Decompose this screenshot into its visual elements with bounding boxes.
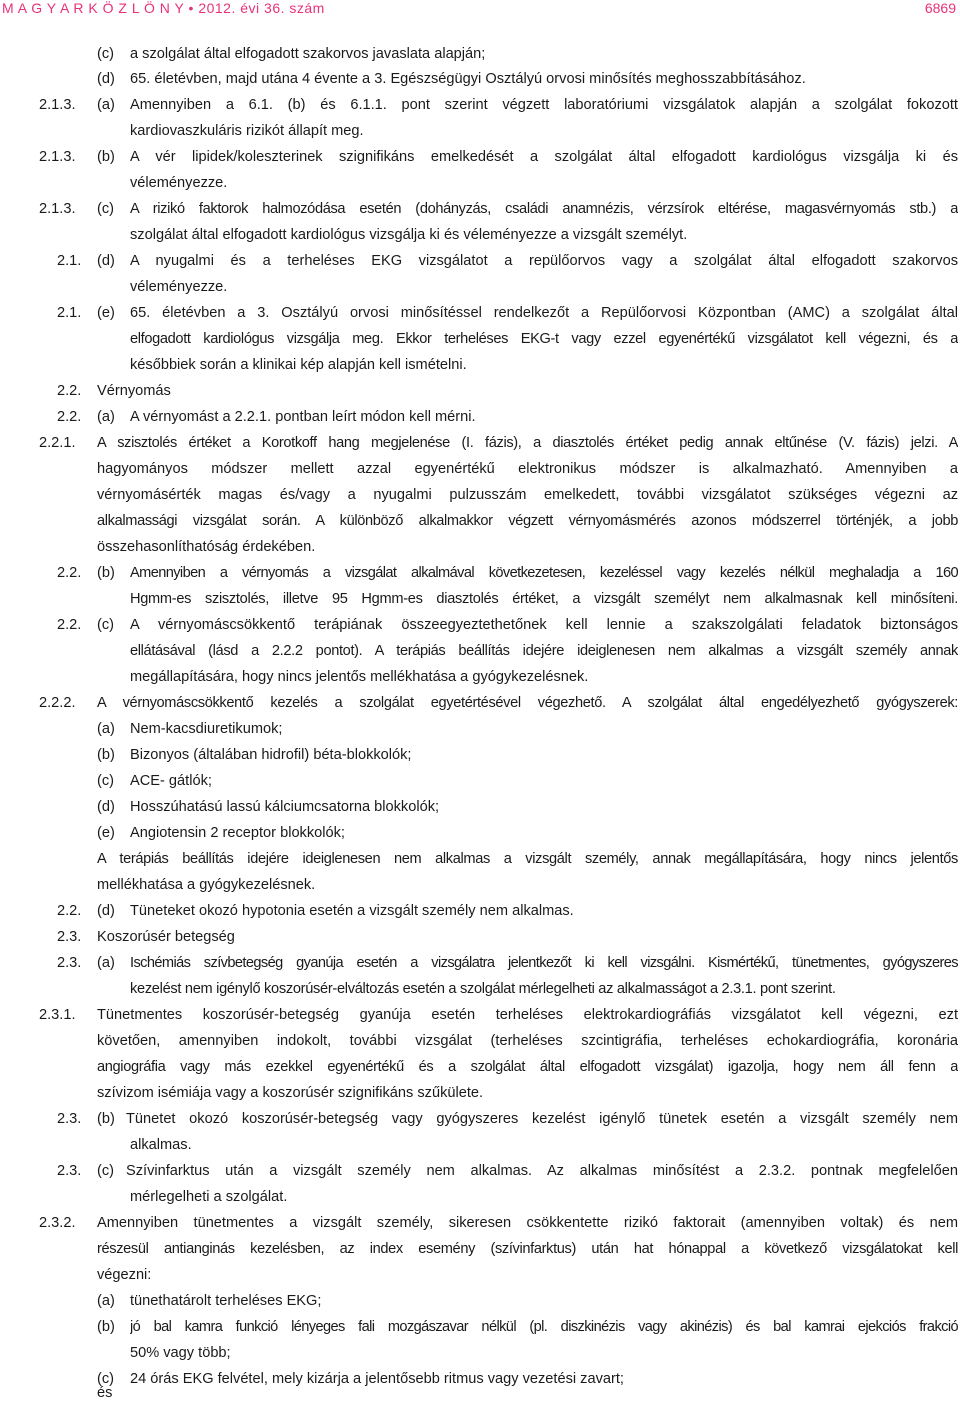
item-label: (c) (97, 201, 115, 217)
text-line: hagyományos módszer mellett azzal egyenértékű elektronikus módszer is alkalmazható. Amennyiben a (97, 461, 958, 477)
item-label: (b) (97, 1111, 115, 1127)
item-label: (d) (97, 253, 115, 269)
item-label: (d) (97, 903, 115, 919)
text-line: Szívinfarktus után a vizsgált személy nem alkalmas. Az alkalmas minősítést a 2.3.2. pontnak megfelelően (126, 1163, 958, 1179)
text-line: a szolgálat által elfogadott szakorvos javaslata alapján; (130, 46, 486, 62)
item-label: (b) (97, 565, 115, 581)
item-label: (a) (97, 409, 115, 425)
text-line: kezelést nem igénylő koszorúsér-elváltozás esetén a szolgálat mérlegelheti az alkalmasságot a 2.3.1. pont szerint. (130, 981, 836, 997)
text-line: A szisztolés értéket a Korotkoff hang megjelenése (I. fázis), a diasztolés értéket pedig annak eltűnése (V. fázis) jelzi. A (97, 435, 958, 451)
item-label: (b) (97, 747, 115, 763)
section-number: 2.3. (57, 955, 82, 971)
item-label: (b) (97, 1319, 115, 1335)
item-label: (c) (97, 46, 115, 62)
text-line: Tünetmentes koszorúsér-betegség gyanúja esetén terheléses elektrokardiográfiás vizsgálatot kell végezni, ezt (97, 1007, 958, 1023)
section-heading: Koszorúsér betegség (97, 929, 235, 945)
text-line: megállapítására, hogy nincs jelentős mellékhatása a gyógykezelésnek. (130, 669, 589, 685)
item-label: (c) (97, 617, 115, 633)
text-line: angiográfia vagy más ezekkel egyenértékű és a szolgálat által elfogadott vizsgálat) igazolja, hogy nem áll fenn a (97, 1059, 958, 1075)
list-item: ACE- gátlók; (130, 773, 212, 789)
item-label: (c) (97, 773, 115, 789)
text-line: szívizom isémiája vagy a koszorúsér szignifikáns szűkülete. (97, 1085, 484, 1101)
section-number: 2.3.2. (39, 1215, 76, 1231)
section-number: 2.1. (57, 305, 82, 321)
text-line: véleményezze. (130, 175, 228, 191)
list-item: Hosszúhatású lassú kálciumcsatorna blokkolók; (130, 799, 440, 815)
list-item: Nem-kacsdiuretikumok; (130, 721, 283, 737)
text-line: mellékhatása a gyógykezelésnek. (97, 877, 316, 893)
item-label: (a) (97, 97, 115, 113)
text-line: mérlegelheti a szolgálat. (130, 1189, 288, 1205)
section-number: 2.2.2. (39, 695, 76, 711)
item-label: (e) (97, 825, 115, 841)
text-line: alkalmas. (130, 1137, 192, 1153)
item-label: (b) (97, 149, 115, 165)
text-line: Ischémiás szívbetegség gyanúja esetén a vizsgálatra jelentkezőt ki kell vizsgálni. Kismértékű, tünetmentes, gyógyszeres (130, 955, 958, 971)
section-number: 2.1. (57, 253, 82, 269)
section-number: 2.3.1. (39, 1007, 76, 1023)
section-number: 2.1.3. (39, 97, 76, 113)
list-item: tünethatárolt terheléses EKG; (130, 1293, 322, 1309)
text-line: alkalmassági vizsgálat során. A különböző alkalmakkor végzett vérnyomásmérés azonos módszerrel történjék, a jobb (97, 513, 958, 529)
text-line: véleményezze. (130, 279, 228, 295)
item-label: (a) (97, 955, 115, 971)
item-label: (c) (97, 1163, 115, 1179)
text-line: 65. életévben a 3. Osztályú orvosi minősítéssel rendelkezőt a Repülőorvosi Központban (AMC) a szolgálat által (130, 305, 958, 321)
text-line: A nyugalmi és a terheléses EKG vizsgálatot a repülőorvos vagy a szolgálat által elfogadott szakorvos (130, 253, 958, 269)
item-label: (c) (97, 1371, 115, 1387)
item-label: (a) (97, 721, 115, 737)
section-number: 2.2.1. (39, 435, 76, 451)
text-line: Amennyiben tünetmentes a vizsgált személy, sikeresen csökkentette rizikó faktorait (amennyiben voltak) és nem (97, 1215, 958, 1231)
text-line: későbbiek során a klinikai kép alapján kell ismételni. (130, 357, 467, 373)
text-line: 65. életévben, majd utána 4 évente a 3. Egészségügyi Osztályú orvosi minősítés meghosszabbításához. (130, 71, 806, 87)
text-line: Tünetet okozó koszorúsér-betegség vagy gyógyszeres kezelést igénylő tünetek esetén a vizsgált személy nem (126, 1111, 958, 1127)
text-line: szolgálat által elfogadott kardiológus vizsgálja ki és véleményezze a vizsgált személyt. (130, 227, 688, 243)
section-number: 2.2. (57, 617, 82, 633)
text-line: vérnyomásérték magas és/vagy a nyugalmi pulzusszám emelkedett, további vizsgálatot szükséges végezni az (97, 487, 958, 503)
list-item: Angiotensin 2 receptor blokkolók; (130, 825, 345, 841)
item-label: (d) (97, 71, 115, 87)
list-item: 50% vagy több; (130, 1345, 231, 1361)
text-line: végezni: (97, 1267, 152, 1283)
text-line: ellátásával (lásd a 2.2.2 pontot). A terápiás beállítás idejére ideiglenesen nem alkalmas a vizsgált személy annak (130, 643, 958, 659)
text-line: A terápiás beállítás idejére ideiglenesen nem alkalmas a vizsgált személy, annak megállapítására, hogy nincs jelentős (97, 851, 958, 867)
list-item: jó bal kamra funkció lényeges fali mozgászavar nélkül (pl. diszkinézis vagy akinézis) és bal kamrai ejekciós frakció (130, 1319, 958, 1335)
item-label: (a) (97, 1293, 115, 1309)
text-line: A vérnyomáscsökkentő terápiának összeegyeztethetőnek kell lennie a szakszolgálati feladatok biztonságos (130, 617, 958, 633)
section-number: 2.2. (57, 565, 82, 581)
page-number: 6869 (924, 0, 956, 16)
section-number: 2.3. (57, 1111, 82, 1127)
text-line: összehasonlíthatóság érdekében. (97, 539, 316, 555)
section-number: 2.1.3. (39, 149, 76, 165)
page-header (0, 0, 960, 22)
list-item: Bizonyos (általában hidrofil) béta-blokkolók; (130, 747, 412, 763)
text-line: Amennyiben a vérnyomás a vizsgálat alkalmával következetesen, kezeléssel vagy kezelés nélkül meghaladja a 160 (130, 565, 958, 581)
text-line: A vér lipidek/koleszterinek szignifikáns emelkedését a szolgálat által elfogadott kardiológus vizsgálja ki és (130, 149, 958, 165)
section-number: 2.2. (57, 409, 82, 425)
text-line: részesül antianginás kezelésben, az index esemény (szívinfarktus) után hat hónappal a következő vizsgálatokat kell (97, 1241, 958, 1257)
text-line: Tüneteket okozó hypotonia esetén a vizsgált személy nem alkalmas. (130, 903, 574, 919)
section-number: 2.2. (57, 903, 82, 919)
text-line: Hgmm-es szisztolés, illetve 95 Hgmm-es diasztolés értéket, a vizsgált személyt nem alkalmasnak kell minősíteni. (130, 591, 958, 607)
item-label: (e) (97, 305, 115, 321)
text-line: Amennyiben a 6.1. (b) és 6.1.1. pont szerint végzett laboratóriumi vizsgálatok alapján a szolgálat fokozott (130, 97, 958, 113)
text-line: követően, amennyiben indokolt, további vizsgálat (terheléses szcintigráfia, terheléses echokardiográfia, koronária (97, 1033, 958, 1049)
text-line: A vérnyomáscsökkentő kezelés a szolgálat egyetértésével végezhető. A szolgálat által engedélyezhető gyógyszerek: (97, 695, 958, 711)
section-heading: Vérnyomás (97, 383, 171, 399)
section-number: 2.1.3. (39, 201, 76, 217)
text-line: A rizikó faktorok halmozódása esetén (dohányzás, családi anamnézis, vérzsírok eltérése, magasvérnyomás stb.) a (130, 201, 958, 217)
text-line: és (97, 1385, 113, 1401)
section-number: 2.3. (57, 1163, 82, 1179)
item-label: (d) (97, 799, 115, 815)
text-line: kardiovaszkuláris rizikót állapít meg. (130, 123, 364, 139)
text-line: A vérnyomást a 2.2.1. pontban leírt módon kell mérni. (130, 409, 476, 425)
section-number: 2.2. (57, 383, 82, 399)
section-number: 2.3. (57, 929, 82, 945)
list-item: 24 órás EKG felvétel, mely kizárja a jelentősebb ritmus vagy vezetési zavart; (130, 1371, 624, 1387)
text-line: elfogadott kardiológus vizsgálja meg. Ekkor terheléses EKG-t vagy ezzel egyenértékű vizsgálatot kell végezni, és a (130, 331, 958, 347)
journal-title: M A G Y A R K Ö Z L Ö N Y • 2012. évi 36. szám (2, 0, 325, 16)
